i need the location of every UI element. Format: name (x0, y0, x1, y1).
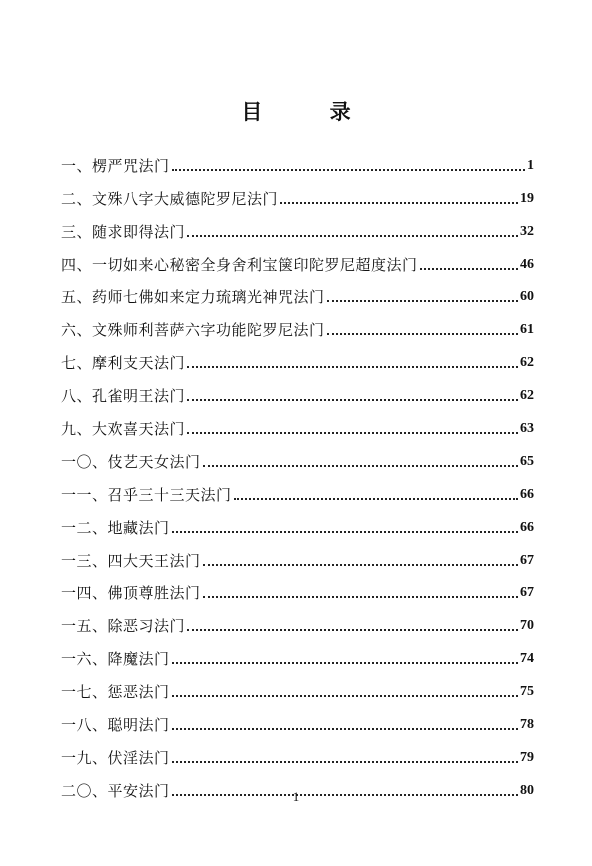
toc-entry-page: 46 (520, 256, 534, 272)
toc-entry-page: 74 (520, 651, 534, 667)
toc-entry[interactable] (61, 373, 534, 406)
toc-entry-page: 78 (520, 717, 534, 733)
toc-entry[interactable] (61, 307, 534, 340)
toc-entry[interactable] (61, 603, 534, 636)
toc-entry-label: 二、文殊八字大威德陀罗尼法门 (61, 189, 279, 208)
toc-entry-label: 一二、地藏法门 (61, 518, 170, 537)
dot-leader (327, 300, 518, 302)
toc-entry-page: 67 (520, 552, 534, 568)
toc-entry[interactable] (61, 340, 534, 373)
dot-leader (203, 596, 518, 598)
dot-leader (203, 465, 518, 467)
toc-entry[interactable] (61, 669, 534, 702)
toc-entry[interactable] (61, 735, 534, 768)
toc-entry[interactable] (61, 538, 534, 571)
toc-entry-page: 70 (520, 618, 534, 634)
toc-entry[interactable] (61, 209, 534, 242)
toc-entry-label: 一九、伏淫法门 (61, 748, 170, 767)
toc-entry-label: 一、楞严咒法门 (61, 156, 170, 175)
dot-leader (203, 564, 518, 566)
dot-leader (172, 531, 518, 533)
toc-entry-page: 63 (520, 421, 534, 437)
toc-entry-page: 75 (520, 684, 534, 700)
toc-entry-page: 61 (520, 322, 534, 338)
dot-leader (187, 235, 518, 237)
page-number: 1 (292, 789, 300, 804)
dot-leader (172, 169, 525, 171)
toc-entry-label: 一四、佛顶尊胜法门 (61, 584, 201, 603)
toc-entry-label: 一六、降魔法门 (61, 650, 170, 669)
toc-entry[interactable] (61, 439, 534, 472)
toc-entry-label: 一五、除恶习法门 (61, 617, 186, 636)
toc-entry[interactable] (61, 571, 534, 604)
toc-entry-label: 一八、聪明法门 (61, 716, 170, 735)
toc-entry-label: 二〇、平安法门 (61, 781, 170, 800)
table-of-contents (61, 143, 534, 801)
toc-entry-page: 62 (520, 388, 534, 404)
toc-entry-label: 七、摩利支天法门 (61, 354, 186, 373)
toc-entry[interactable] (61, 636, 534, 669)
toc-entry-page: 80 (520, 782, 534, 798)
page-title: 目 录 (241, 99, 381, 124)
toc-entry[interactable] (61, 406, 534, 439)
toc-entry-label: 一一、召乎三十三天法门 (61, 485, 232, 504)
toc-entry-label: 五、药师七佛如来定力琉璃光神咒法门 (61, 288, 325, 307)
dot-leader (187, 366, 518, 368)
toc-entry[interactable] (61, 275, 534, 308)
dot-leader (187, 629, 518, 631)
toc-entry-label: 一三、四大天王法门 (61, 551, 201, 570)
dot-leader (280, 202, 518, 204)
dot-leader (187, 432, 518, 434)
toc-entry-label: 一七、惩恶法门 (61, 683, 170, 702)
toc-entry-label: 六、文殊师利菩萨六字功能陀罗尼法门 (61, 321, 325, 340)
toc-entry-label: 一〇、伎艺天女法门 (61, 452, 201, 471)
dot-leader (420, 268, 518, 270)
toc-entry[interactable] (61, 702, 534, 735)
dot-leader (172, 761, 518, 763)
toc-entry-label: 八、孔雀明王法门 (61, 387, 186, 406)
toc-entry-page: 67 (520, 585, 534, 601)
toc-entry-page: 65 (520, 453, 534, 469)
toc-entry[interactable] (61, 242, 534, 275)
toc-entry-label: 四、一切如来心秘密全身舍利宝箧印陀罗尼超度法门 (61, 255, 418, 274)
dot-leader (172, 728, 518, 730)
toc-entry-label: 三、随求即得法门 (61, 222, 186, 241)
toc-entry[interactable] (61, 143, 534, 176)
toc-entry[interactable] (61, 472, 534, 505)
toc-entry-page: 32 (520, 223, 534, 239)
dot-leader (234, 498, 518, 500)
toc-entry[interactable] (61, 505, 534, 538)
toc-entry-page: 66 (520, 519, 534, 535)
dot-leader (172, 662, 518, 664)
toc-entry[interactable] (61, 176, 534, 209)
toc-entry-page: 79 (520, 749, 534, 765)
toc-entry-page: 1 (527, 157, 534, 173)
dot-leader (172, 695, 518, 697)
dot-leader (327, 333, 518, 335)
toc-entry-page: 60 (520, 289, 534, 305)
dot-leader (187, 399, 518, 401)
toc-entry-page: 19 (520, 190, 534, 206)
toc-entry-page: 62 (520, 355, 534, 371)
toc-entry-label: 九、大欢喜天法门 (61, 420, 186, 439)
toc-entry-page: 66 (520, 486, 534, 502)
